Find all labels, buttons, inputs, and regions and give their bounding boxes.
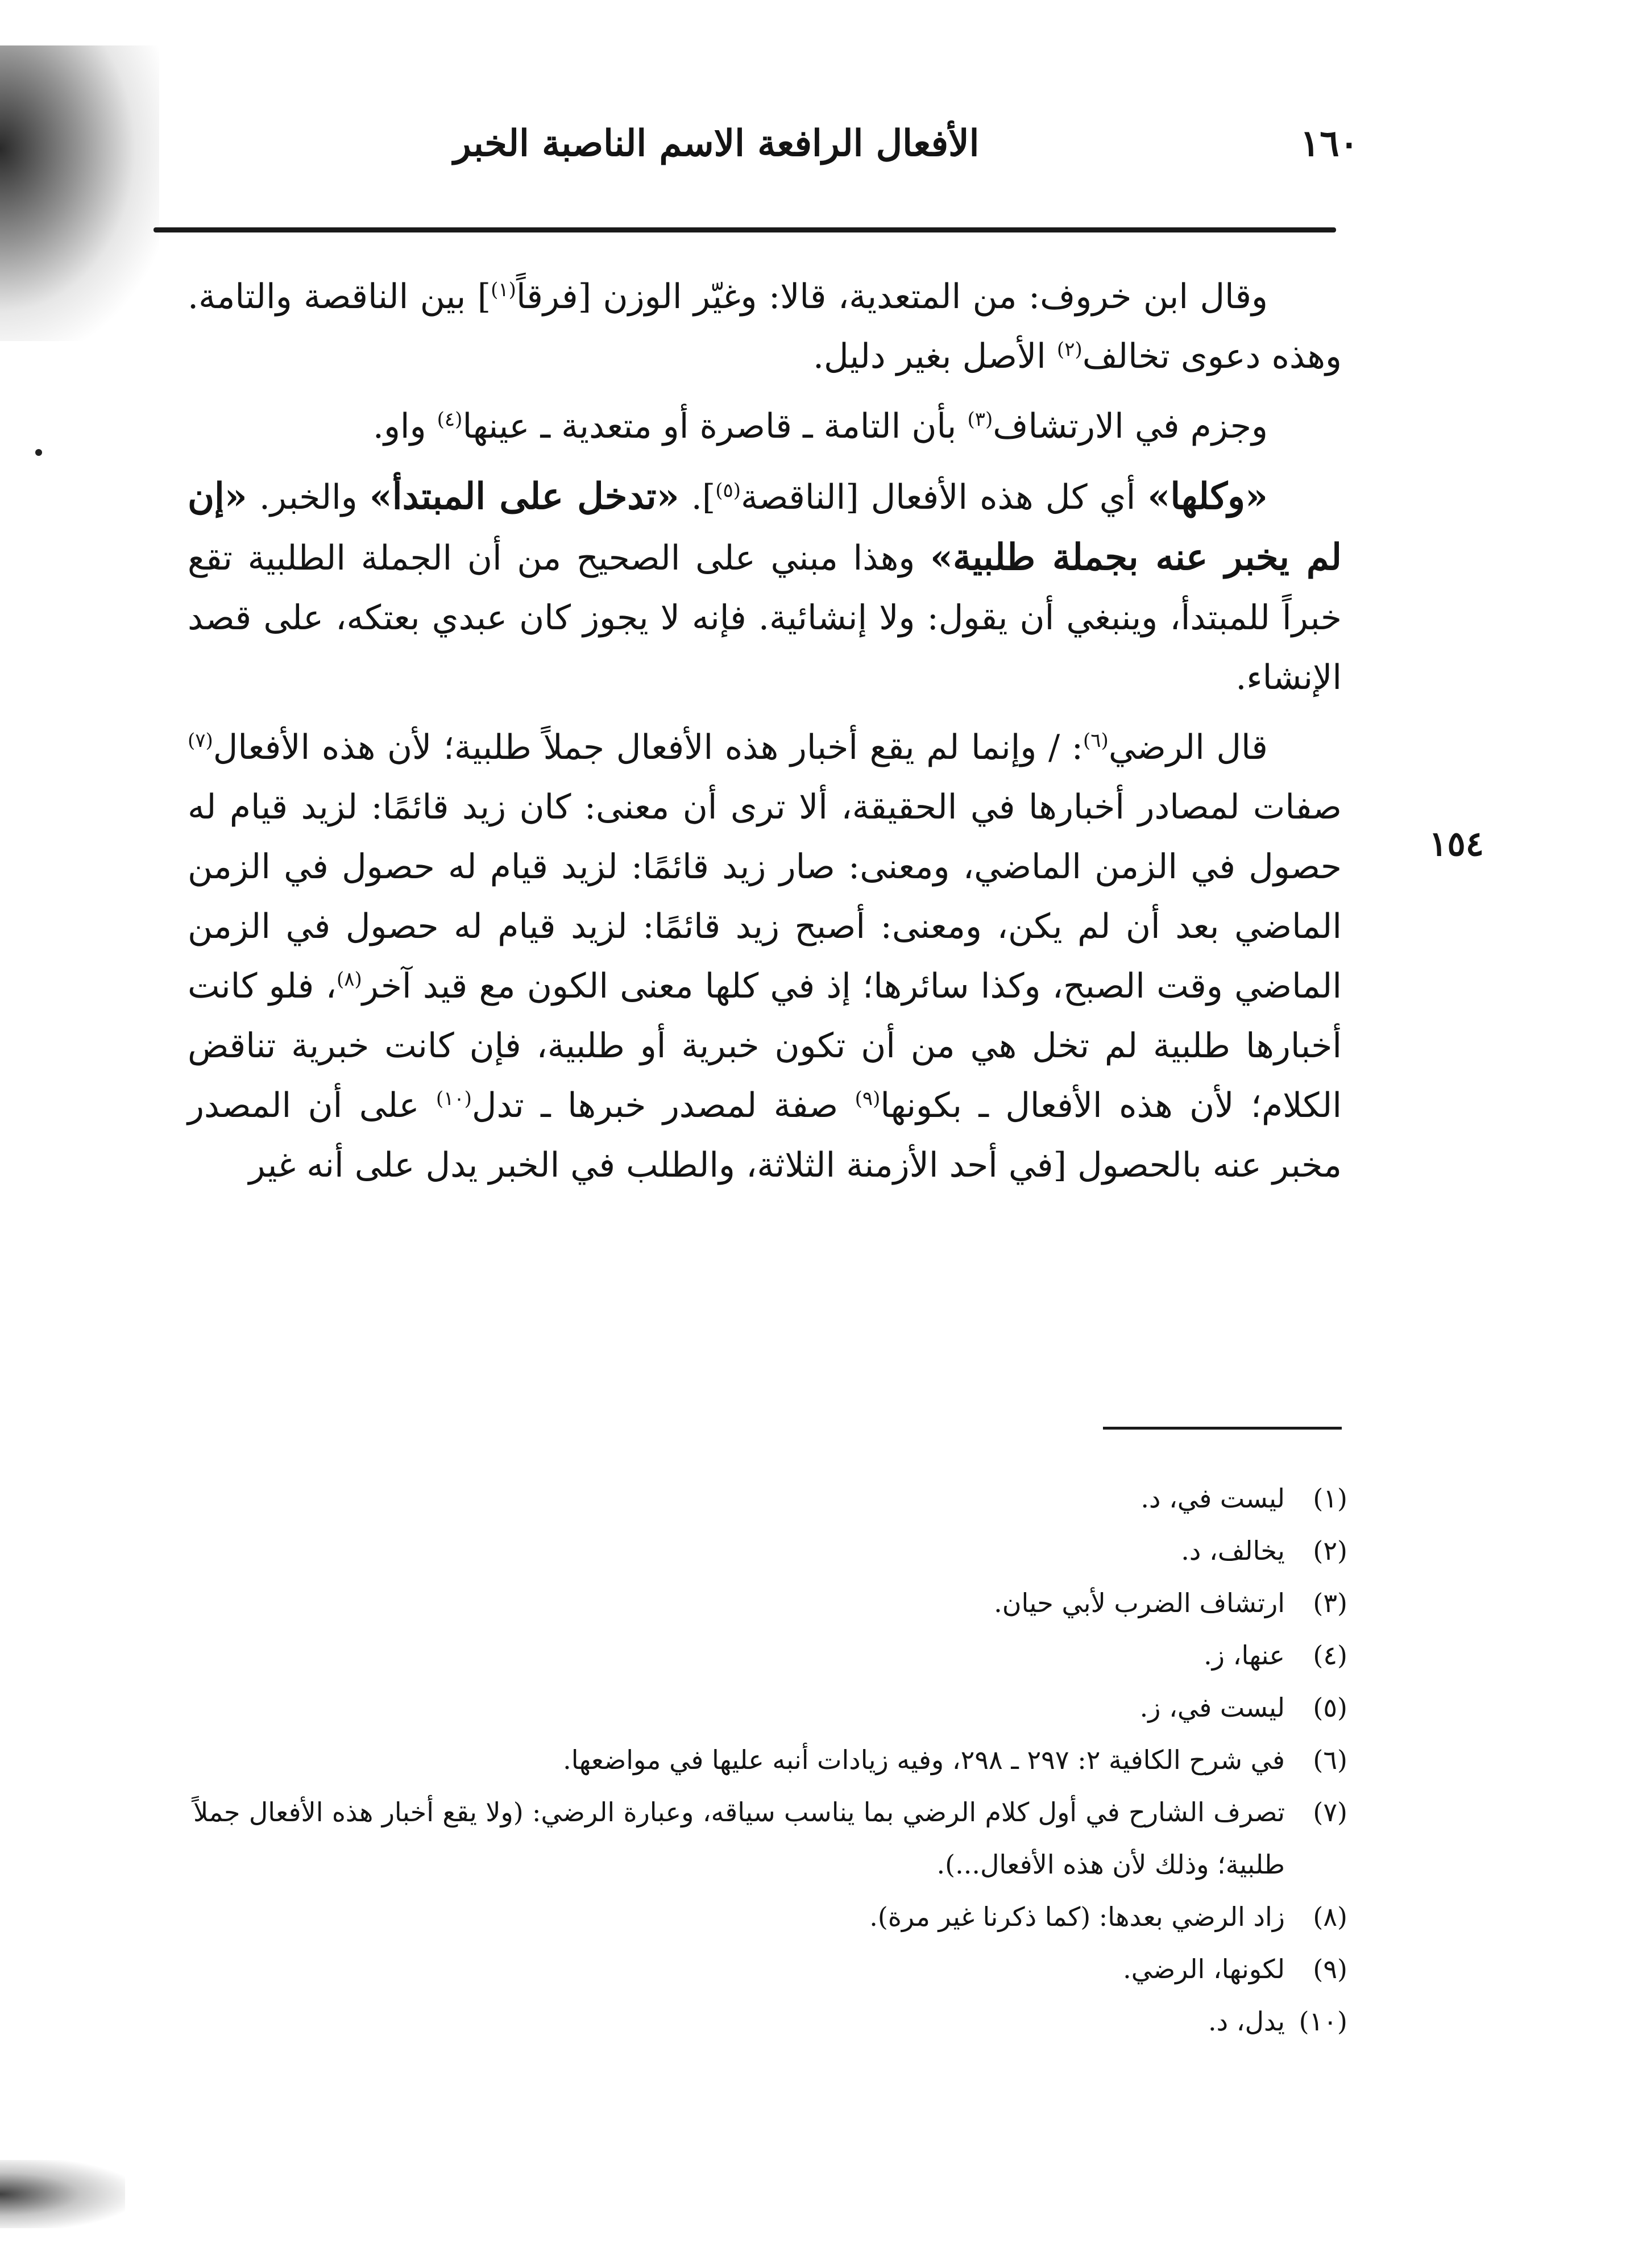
footnote-number: (٢) [1313, 1535, 1347, 1566]
footnote-item [193, 1786, 1347, 1891]
text-run: قال الرضي [1108, 728, 1268, 767]
matn-quote: «إن لم يخبر عنه بجملة طلبية» [188, 475, 1342, 579]
footnote-item [193, 1943, 1347, 1995]
footnote-number: (٨) [1313, 1901, 1347, 1932]
footnote-text: عنها، ز. [1204, 1640, 1285, 1671]
footnote-ref: (٧) [188, 729, 213, 752]
text-run: ] بين الناقصة والتامة. وهذه دعوى تخالف [188, 277, 1342, 376]
text-run: وقال ابن خروف: من المتعدية، قالا: وغيّر الوزن [فرقاً [516, 277, 1268, 317]
matn-quote: «وكلها» [1147, 475, 1268, 518]
footnote-text: لكونها، الرضي. [1123, 1954, 1285, 1984]
text-run: ]. [679, 477, 716, 517]
footnote-ref: (٩) [855, 1087, 881, 1110]
footnote-text: تصرف الشارح في أول كلام الرضي بما يناسب سياقه، وعبارة الرضي: (ولا يقع أخبار هذه الأفعال جملاً طلبية؛ وذلك لأن هذه الأفعال...). [193, 1797, 1285, 1880]
page-number: ١٦٠ [1300, 122, 1359, 165]
text-run: أي كل هذه الأفعال [الناقصة [741, 477, 1148, 517]
text-run: وهذا مبني على الصحيح من أن الجملة الطلبية تقع خبراً للمبتدأ، وينبغي أن يقول: ولا إنشائية. فإنه لا يجوز كان عبدي بعتكه، على قصد الإنشاء. [188, 538, 1342, 697]
footnote-number: (٧) [1313, 1797, 1347, 1827]
footnote-number: (٦) [1313, 1744, 1347, 1775]
footnote-item [193, 1681, 1347, 1734]
footnote-ref: (٤) [437, 408, 463, 431]
footnote-number: (٤) [1313, 1640, 1347, 1671]
footnote-ref: (١) [491, 279, 516, 301]
footnote-item [193, 1577, 1347, 1629]
footnotes [193, 1472, 1347, 2047]
text-run: : / وإنما لم يقع أخبار هذه الأفعال جملاً طلبية؛ لأن هذه الأفعال [213, 728, 1084, 767]
running-head-title: الأفعال الرافعة الاسم الناصبة الخبر [453, 122, 980, 165]
text-run: واو. [372, 406, 437, 446]
header-rule [154, 227, 1336, 232]
footnote-ref: (٣) [967, 408, 993, 431]
footnote-text: ارتشاف الضرب لأبي حيان. [994, 1588, 1285, 1618]
footnote-item [193, 1629, 1347, 1681]
footnote-number: (١) [1313, 1483, 1347, 1514]
paragraph-1 [188, 267, 1342, 387]
footnote-item [193, 1995, 1347, 2047]
text-run: والخبر. [247, 477, 370, 517]
footnote-number: (٩) [1313, 1954, 1347, 1984]
footnote-number: (٥) [1313, 1692, 1347, 1723]
footnote-item [193, 1734, 1347, 1786]
text-run: صفة لمصدر خبرها ـ تدل [471, 1086, 855, 1125]
margin-page-reference: ١٥٤ [1429, 824, 1484, 864]
text-run: الأصل بغير دليل. [812, 337, 1057, 376]
paragraph-4 [188, 718, 1342, 1195]
scan-edge-shadow-bottom [0, 2160, 125, 2228]
footnote-text: ليست في، ز. [1139, 1692, 1285, 1723]
footnote-ref: (٦) [1083, 729, 1109, 752]
footnote-ref: (١٠) [436, 1087, 472, 1110]
footnote-ref: (٥) [715, 479, 741, 502]
paragraph-3 [188, 467, 1342, 708]
footnote-text: يخالف، د. [1181, 1535, 1285, 1566]
footnote-item [193, 1525, 1347, 1577]
footnote-text: يدل، د. [1208, 2006, 1285, 2037]
footnote-text: في شرح الكافية ٢: ٢٩٧ ـ ٢٩٨، وفيه زيادات أنبه عليها في مواضعها. [563, 1744, 1285, 1775]
footnote-item [193, 1472, 1347, 1525]
scan-edge-shadow-top [0, 45, 159, 341]
footnote-text: ليست في، د. [1140, 1483, 1285, 1514]
text-run: صفات لمصادر أخبارها في الحقيقة، ألا ترى أن معنى: كان زيد قائمًا: لزيد قيام له حصول في الزمن الماضي، ومعنى: صار زيد قائمًا: لزيد قيام له حصول في الزمن الماضي بعد أن لم يكن، ومعنى: أصبح زيد قائمًا: لزيد قيام له حصول في الزمن الماضي وقت الصبح، وكذا سائرها؛ إذ في كلها معنى الكون مع قيد آخر [188, 787, 1342, 1006]
text-run: على أن المصدر مخبر عنه بالحصول [في أحد الأزمنة الثلاثة، والطلب في الخبر يدل على أنه غير [188, 1086, 1342, 1185]
scan-speck [35, 449, 42, 456]
footnote-number: (٣) [1313, 1588, 1347, 1618]
text-run: بأن التامة ـ قاصرة أو متعدية ـ عينها [462, 406, 968, 446]
text-run: وجزم في الارتشاف [993, 406, 1268, 446]
footnote-ref: (٨) [336, 968, 362, 991]
footnote-ref: (٢) [1056, 338, 1082, 361]
footnote-item [193, 1891, 1347, 1943]
text-run: ، فلو كانت أخبارها طلبية لم تخل هي من أن تكون خبرية أو طلبية، فإن كانت خبرية تناقض الكلام؛ لأن هذه الأفعال ـ بكونها [188, 966, 1342, 1125]
main-text [188, 267, 1342, 1195]
footnote-separator [1103, 1427, 1342, 1430]
paragraph-2 [188, 397, 1342, 456]
footnote-text: زاد الرضي بعدها: (كما ذكرنا غير مرة). [869, 1901, 1285, 1932]
footnote-number: (١٠) [1299, 2006, 1347, 2037]
matn-quote: «تدخل على المبتدأ» [369, 475, 679, 518]
